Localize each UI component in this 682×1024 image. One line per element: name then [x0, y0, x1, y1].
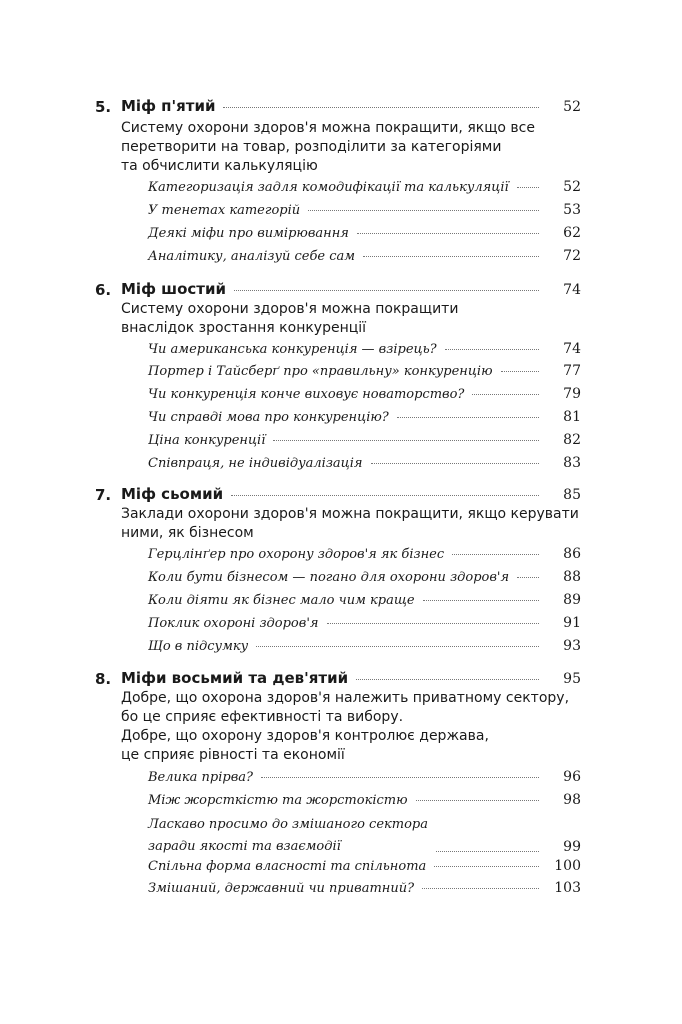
subtitle-line: внаслідок зростання конкуренції	[121, 320, 367, 336]
toc-entry[interactable]	[148, 341, 581, 357]
chapter-number: 6.	[95, 281, 112, 299]
toc-entry[interactable]	[148, 225, 581, 241]
entry-title: Деякі міфи про вимірювання	[148, 226, 349, 241]
leader-dots	[357, 233, 539, 234]
toc-entry[interactable]	[148, 592, 581, 608]
toc-entry[interactable]	[148, 858, 581, 874]
page-number: 95	[563, 671, 581, 687]
page-number: 91	[563, 615, 581, 631]
leader-dots	[363, 256, 539, 257]
chapter-title: Міф п'ятий	[121, 97, 216, 115]
leader-dots	[223, 107, 539, 108]
toc-entry[interactable]	[148, 363, 581, 379]
page-number: 79	[563, 386, 581, 402]
leader-dots	[273, 440, 539, 441]
page-number: 100	[554, 858, 581, 874]
chapter-number: 8.	[95, 670, 112, 688]
leader-dots	[371, 463, 539, 464]
entry-title: Спільна форма власності та спільнота	[148, 859, 427, 874]
leader-dots	[445, 349, 539, 350]
page-number: 52	[563, 179, 581, 195]
page-number: 103	[554, 880, 581, 896]
page-number: 98	[563, 792, 581, 808]
leader-dots	[256, 646, 539, 647]
leader-dots	[436, 851, 539, 852]
chapter-number: 7.	[95, 486, 112, 504]
page-number: 86	[563, 546, 581, 562]
leader-dots	[327, 623, 539, 624]
toc-entry[interactable]	[148, 814, 581, 858]
toc-entry[interactable]	[148, 638, 581, 654]
leader-dots	[308, 210, 539, 211]
page-number: 82	[563, 432, 581, 448]
chapter-subtitle	[121, 300, 458, 338]
chapter-heading[interactable]	[121, 669, 581, 687]
chapter-heading[interactable]	[121, 280, 581, 298]
subtitle-line: Добре, що охорону здоров'я контролює держава,	[121, 728, 489, 744]
subtitle-line: бо це сприяє ефективності та вибору.	[121, 709, 404, 725]
page-number: 52	[563, 99, 581, 115]
leader-dots	[452, 554, 539, 555]
subtitle-line: Заклади охорони здоров'я можна покращити, якщо керувати	[121, 506, 579, 522]
entry-title: Портер і Тайсберґ про «правильну» конкуренцію	[148, 364, 493, 379]
leader-dots	[231, 495, 539, 496]
toc-entry[interactable]	[148, 409, 581, 425]
page-number: 74	[563, 282, 581, 298]
subtitle-line: Систему охорони здоров'я можна покращити, якщо все	[121, 120, 535, 136]
page-number: 77	[563, 363, 581, 379]
leader-dots	[234, 290, 539, 291]
subtitle-line: та обчислити калькуляцію	[121, 158, 318, 174]
toc-entry[interactable]	[148, 546, 581, 562]
entry-title: Співпраця, не індивідуалізація	[148, 456, 363, 471]
entry-title: Ціна конкуренції	[148, 433, 266, 448]
chapter-heading[interactable]	[121, 485, 581, 503]
entry-title: Категоризація задля комодифікації та калькуляції	[148, 180, 509, 195]
page-number: 99	[563, 839, 581, 855]
page-number: 89	[563, 592, 581, 608]
entry-title	[148, 814, 428, 858]
entry-title: Аналітику, аналізуй себе сам	[148, 249, 356, 264]
entry-title: Що в підсумку	[148, 639, 249, 654]
subtitle-line: це сприяє рівності та економії	[121, 747, 345, 763]
entry-title: У тенетах категорій	[148, 203, 301, 218]
page-number: 72	[563, 248, 581, 264]
entry-title: Чи конкуренція конче виховує новаторство?	[148, 387, 465, 402]
entry-title: Велика прірва?	[148, 770, 254, 785]
entry-title-line: Ласкаво просимо до змішаного сектора	[148, 817, 429, 832]
entry-title: Герцлінґер про охорону здоров'я як бізнес	[148, 547, 445, 562]
entry-title: Між жорсткістю та жорстокістю	[148, 793, 408, 808]
entry-title: Коли діяти як бізнес мало чим краще	[148, 593, 415, 608]
chapter-title: Міфи восьмий та дев'ятий	[121, 669, 349, 687]
chapter-subtitle	[121, 119, 535, 176]
toc-entry[interactable]	[148, 769, 581, 785]
leader-dots	[261, 777, 539, 778]
page-number: 88	[563, 569, 581, 585]
entry-title: Чи американська конкуренція — взірець?	[148, 342, 437, 357]
toc-entry[interactable]	[148, 569, 581, 585]
leader-dots	[472, 394, 539, 395]
entry-title: Чи справді мова про конкуренцію?	[148, 410, 389, 425]
leader-dots	[422, 888, 539, 889]
toc-entry[interactable]	[148, 615, 581, 631]
leader-dots	[517, 187, 539, 188]
page-number: 74	[563, 341, 581, 357]
page-number: 62	[563, 225, 581, 241]
page-number: 53	[563, 202, 581, 218]
toc-entry[interactable]	[148, 248, 581, 264]
chapter-subtitle	[121, 505, 579, 543]
chapter-number: 5.	[95, 98, 112, 116]
page-number: 83	[563, 455, 581, 471]
chapter-subtitle	[121, 689, 569, 765]
chapter-title: Міф сьомий	[121, 485, 224, 503]
entry-title-line: заради якості та взаємодії	[148, 839, 341, 854]
toc-entry[interactable]	[148, 202, 581, 218]
leader-dots	[501, 371, 539, 372]
page-number: 81	[563, 409, 581, 425]
subtitle-line: Систему охорони здоров'я можна покращити	[121, 301, 459, 317]
entry-title: Змішаний, державний чи приватний?	[148, 881, 415, 896]
subtitle-line: перетворити на товар, розподілити за категоріями	[121, 139, 502, 155]
leader-dots	[416, 800, 539, 801]
leader-dots	[434, 866, 539, 867]
toc-entry[interactable]	[148, 792, 581, 808]
entry-title: Поклик охороні здоров'я	[148, 616, 319, 631]
leader-dots	[423, 600, 539, 601]
page-number: 96	[563, 769, 581, 785]
leader-dots	[397, 417, 539, 418]
entry-title: Коли бути бізнесом — погано для охорони здоров'я	[148, 570, 510, 585]
chapter-heading[interactable]	[121, 97, 581, 115]
toc-entry[interactable]	[148, 455, 581, 471]
toc-entry[interactable]	[148, 179, 581, 195]
subtitle-line: ними, як бізнесом	[121, 525, 254, 541]
page-number: 93	[563, 638, 581, 654]
page-number: 85	[563, 487, 581, 503]
toc-entry[interactable]	[148, 880, 581, 896]
leader-dots	[356, 679, 539, 680]
leader-dots	[517, 577, 539, 578]
subtitle-line: Добре, що охорона здоров'я належить приватному сектору,	[121, 690, 570, 706]
chapter-title: Міф шостий	[121, 280, 227, 298]
toc-entry[interactable]	[148, 432, 581, 448]
toc-entry[interactable]	[148, 386, 581, 402]
